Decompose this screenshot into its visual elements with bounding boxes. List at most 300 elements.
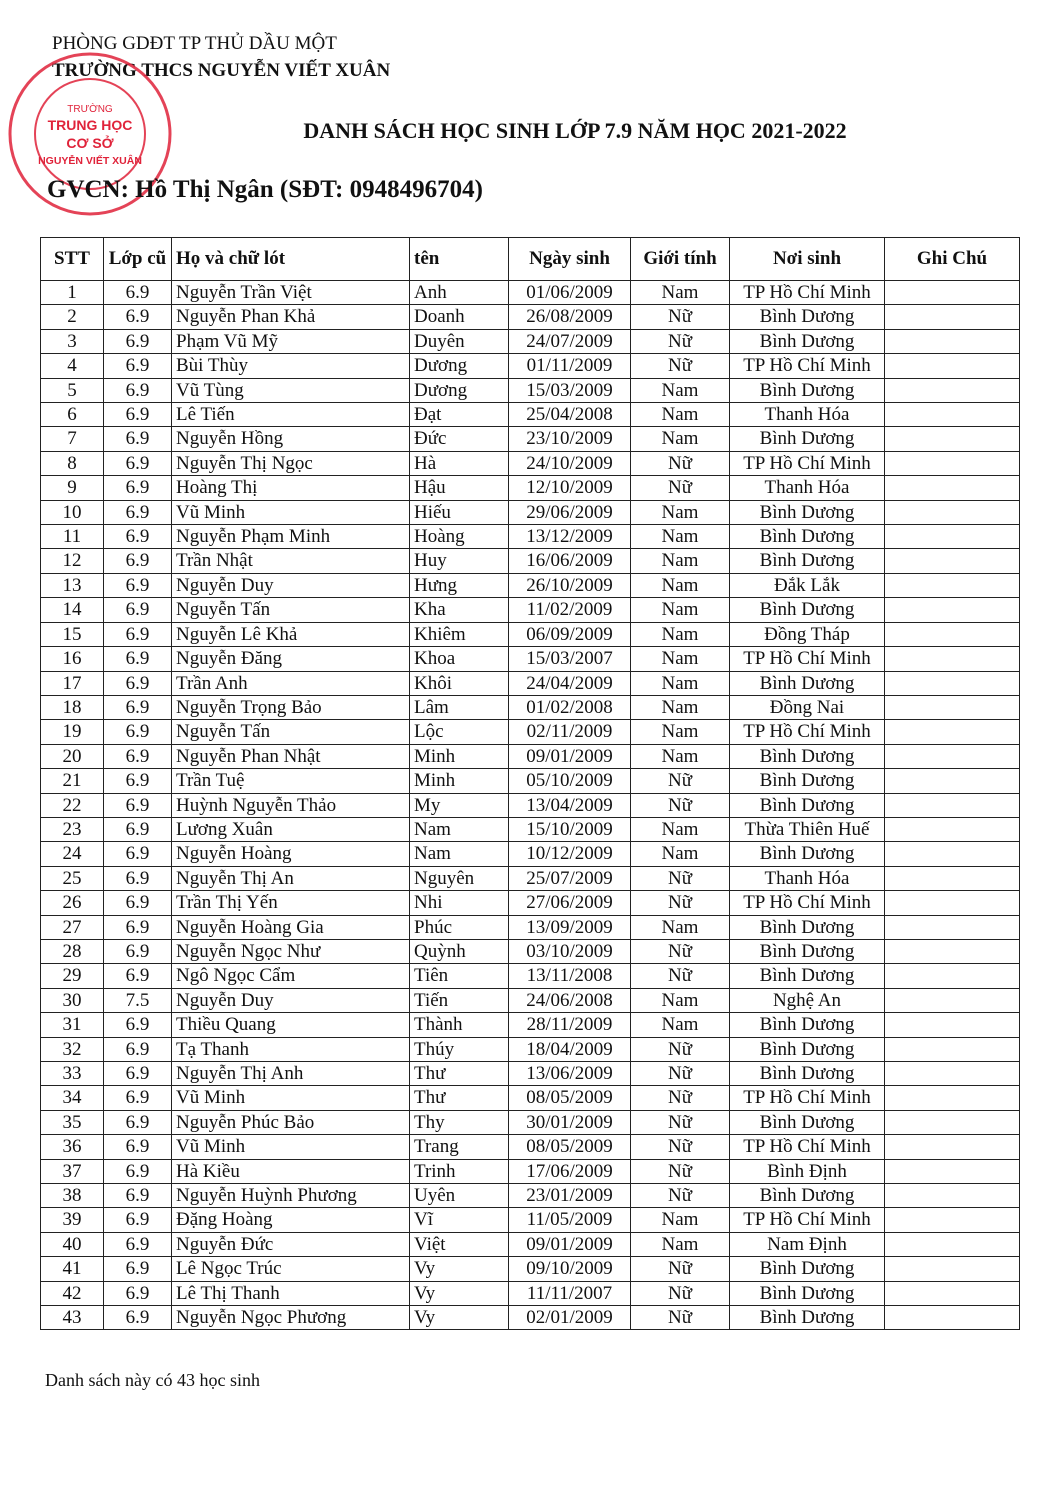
cell-given-name: Hà [410, 451, 509, 475]
cell-gender: Nữ [631, 1184, 730, 1208]
cell-stt: 37 [41, 1159, 104, 1183]
table-row [41, 1232, 1020, 1256]
cell-birthplace: TP Hồ Chí Minh [730, 281, 885, 305]
cell-birthplace: TP Hồ Chí Minh [730, 1208, 885, 1232]
cell-stt: 41 [41, 1257, 104, 1281]
cell-old-class: 6.9 [104, 671, 172, 695]
cell-notes [885, 598, 1020, 622]
header-surname: Họ và chữ lót [172, 238, 410, 281]
cell-surname: Hà Kiều [172, 1159, 410, 1183]
table-row [41, 329, 1020, 353]
cell-notes [885, 939, 1020, 963]
cell-surname: Nguyễn Phan Khả [172, 305, 410, 329]
cell-birthplace: TP Hồ Chí Minh [730, 647, 885, 671]
cell-notes [885, 1184, 1020, 1208]
cell-stt: 26 [41, 891, 104, 915]
cell-stt: 36 [41, 1135, 104, 1159]
cell-surname: Nguyễn Hồng [172, 427, 410, 451]
cell-gender: Nam [631, 817, 730, 841]
cell-birthdate: 09/01/2009 [509, 744, 631, 768]
header-gender: Giới tính [631, 238, 730, 281]
cell-notes [885, 427, 1020, 451]
cell-old-class: 6.9 [104, 1184, 172, 1208]
cell-notes [885, 695, 1020, 719]
cell-birthdate: 01/02/2008 [509, 695, 631, 719]
cell-stt: 39 [41, 1208, 104, 1232]
table-row [41, 1257, 1020, 1281]
cell-birthdate: 13/09/2009 [509, 915, 631, 939]
cell-birthplace: TP Hồ Chí Minh [730, 720, 885, 744]
cell-birthdate: 12/10/2009 [509, 476, 631, 500]
cell-old-class: 6.9 [104, 842, 172, 866]
cell-surname: Nguyễn Duy [172, 573, 410, 597]
cell-old-class: 6.9 [104, 305, 172, 329]
cell-surname: Nguyễn Hoàng [172, 842, 410, 866]
cell-given-name: Vĩ [410, 1208, 509, 1232]
cell-notes [885, 476, 1020, 500]
table-row [41, 793, 1020, 817]
cell-given-name: Lâm [410, 695, 509, 719]
table-row [41, 427, 1020, 451]
cell-birthdate: 27/06/2009 [509, 891, 631, 915]
cell-notes [885, 1135, 1020, 1159]
cell-given-name: Huy [410, 549, 509, 573]
cell-notes [885, 1110, 1020, 1134]
cell-given-name: Hiếu [410, 500, 509, 524]
cell-gender: Nữ [631, 476, 730, 500]
cell-gender: Nữ [631, 451, 730, 475]
table-row [41, 769, 1020, 793]
cell-notes [885, 1013, 1020, 1037]
cell-given-name: Uyên [410, 1184, 509, 1208]
cell-birthplace: Bình Dương [730, 1110, 885, 1134]
cell-birthdate: 23/10/2009 [509, 427, 631, 451]
cell-gender: Nữ [631, 305, 730, 329]
cell-notes [885, 988, 1020, 1012]
cell-old-class: 6.9 [104, 500, 172, 524]
cell-stt: 22 [41, 793, 104, 817]
cell-notes [885, 1208, 1020, 1232]
cell-given-name: Hoàng [410, 525, 509, 549]
cell-stt: 20 [41, 744, 104, 768]
table-row [41, 598, 1020, 622]
cell-birthplace: Thanh Hóa [730, 403, 885, 427]
cell-old-class: 6.9 [104, 1086, 172, 1110]
cell-birthplace: Nam Định [730, 1232, 885, 1256]
cell-old-class: 6.9 [104, 720, 172, 744]
cell-old-class: 6.9 [104, 1257, 172, 1281]
cell-surname: Bùi Thùy [172, 354, 410, 378]
cell-stt: 5 [41, 378, 104, 402]
cell-birthplace: Bình Dương [730, 525, 885, 549]
cell-birthplace: Bình Dương [730, 915, 885, 939]
cell-birthdate: 13/12/2009 [509, 525, 631, 549]
cell-given-name: Nam [410, 842, 509, 866]
cell-birthplace: Bình Dương [730, 1013, 885, 1037]
table-header-row [41, 238, 1020, 281]
cell-birthdate: 11/05/2009 [509, 1208, 631, 1232]
table-row [41, 281, 1020, 305]
cell-surname: Trần Nhật [172, 549, 410, 573]
cell-old-class: 6.9 [104, 281, 172, 305]
table-row [41, 866, 1020, 890]
header-birthplace: Nơi sinh [730, 238, 885, 281]
cell-stt: 21 [41, 769, 104, 793]
cell-surname: Nguyễn Trần Việt [172, 281, 410, 305]
cell-old-class: 6.9 [104, 427, 172, 451]
cell-birthplace: Bình Dương [730, 427, 885, 451]
cell-given-name: Vy [410, 1306, 509, 1330]
cell-birthplace: Bình Dương [730, 305, 885, 329]
cell-old-class: 6.9 [104, 1208, 172, 1232]
cell-stt: 6 [41, 403, 104, 427]
cell-given-name: Minh [410, 744, 509, 768]
cell-birthdate: 24/07/2009 [509, 329, 631, 353]
cell-surname: Trần Anh [172, 671, 410, 695]
cell-stt: 43 [41, 1306, 104, 1330]
cell-surname: Vũ Minh [172, 1086, 410, 1110]
cell-birthplace: Bình Dương [730, 671, 885, 695]
cell-given-name: Đức [410, 427, 509, 451]
cell-gender: Nam [631, 598, 730, 622]
cell-birthplace: TP Hồ Chí Minh [730, 1086, 885, 1110]
seal-line-2: TRUNG HỌC [47, 117, 133, 133]
table-row [41, 525, 1020, 549]
cell-birthplace: Bình Dương [730, 1062, 885, 1086]
cell-given-name: Doanh [410, 305, 509, 329]
cell-surname: Nguyễn Tấn [172, 598, 410, 622]
cell-old-class: 6.9 [104, 915, 172, 939]
document-title: DANH SÁCH HỌC SINH LỚP 7.9 NĂM HỌC 2021-2022 [303, 118, 847, 143]
cell-birthplace: Bình Dương [730, 769, 885, 793]
cell-old-class: 6.9 [104, 1135, 172, 1159]
cell-birthplace: Bình Dương [730, 1306, 885, 1330]
cell-birthdate: 02/11/2009 [509, 720, 631, 744]
cell-birthdate: 03/10/2009 [509, 939, 631, 963]
cell-stt: 19 [41, 720, 104, 744]
department-name: PHÒNG GDĐT TP THỦ DẦU MỘT [52, 33, 337, 54]
cell-stt: 25 [41, 866, 104, 890]
cell-notes [885, 622, 1020, 646]
cell-birthplace: Bình Dương [730, 1184, 885, 1208]
cell-gender: Nam [631, 427, 730, 451]
table-row [41, 988, 1020, 1012]
cell-birthdate: 24/04/2009 [509, 671, 631, 695]
cell-birthdate: 09/01/2009 [509, 1232, 631, 1256]
cell-old-class: 6.9 [104, 1232, 172, 1256]
cell-stt: 28 [41, 939, 104, 963]
cell-birthplace: Thanh Hóa [730, 866, 885, 890]
cell-birthdate: 29/06/2009 [509, 500, 631, 524]
cell-surname: Lương Xuân [172, 817, 410, 841]
cell-birthdate: 13/11/2008 [509, 964, 631, 988]
cell-gender: Nữ [631, 793, 730, 817]
cell-old-class: 6.9 [104, 964, 172, 988]
cell-gender: Nam [631, 647, 730, 671]
cell-birthplace: Bình Dương [730, 744, 885, 768]
cell-old-class: 6.9 [104, 817, 172, 841]
cell-surname: Lê Tiến [172, 403, 410, 427]
cell-old-class: 6.9 [104, 647, 172, 671]
cell-birthdate: 15/03/2009 [509, 378, 631, 402]
cell-stt: 10 [41, 500, 104, 524]
cell-surname: Nguyễn Huỳnh Phương [172, 1184, 410, 1208]
cell-old-class: 6.9 [104, 354, 172, 378]
cell-notes [885, 1232, 1020, 1256]
cell-notes [885, 549, 1020, 573]
cell-notes [885, 720, 1020, 744]
cell-surname: Ngô Ngọc Cẩm [172, 964, 410, 988]
cell-birthdate: 17/06/2009 [509, 1159, 631, 1183]
cell-stt: 35 [41, 1110, 104, 1134]
cell-old-class: 6.9 [104, 744, 172, 768]
cell-birthdate: 11/11/2007 [509, 1281, 631, 1305]
cell-gender: Nam [631, 988, 730, 1012]
cell-given-name: Anh [410, 281, 509, 305]
cell-birthplace: TP Hồ Chí Minh [730, 354, 885, 378]
cell-birthplace: Đồng Nai [730, 695, 885, 719]
cell-stt: 16 [41, 647, 104, 671]
cell-old-class: 6.9 [104, 1110, 172, 1134]
cell-stt: 32 [41, 1037, 104, 1061]
header-birthdate: Ngày sinh [509, 238, 631, 281]
cell-surname: Tạ Thanh [172, 1037, 410, 1061]
cell-old-class: 6.9 [104, 622, 172, 646]
cell-given-name: Quỳnh [410, 939, 509, 963]
cell-notes [885, 451, 1020, 475]
table-row [41, 1062, 1020, 1086]
cell-notes [885, 305, 1020, 329]
cell-given-name: Minh [410, 769, 509, 793]
cell-surname: Nguyễn Đức [172, 1232, 410, 1256]
table-row [41, 573, 1020, 597]
cell-old-class: 6.9 [104, 1281, 172, 1305]
cell-old-class: 6.9 [104, 1306, 172, 1330]
cell-notes [885, 500, 1020, 524]
student-table [40, 237, 1020, 1330]
cell-given-name: Phúc [410, 915, 509, 939]
cell-given-name: Dương [410, 354, 509, 378]
cell-surname: Nguyễn Ngọc Phương [172, 1306, 410, 1330]
cell-surname: Nguyễn Đăng [172, 647, 410, 671]
table-row [41, 403, 1020, 427]
cell-surname: Nguyễn Hoàng Gia [172, 915, 410, 939]
cell-given-name: Vy [410, 1257, 509, 1281]
cell-gender: Nam [631, 525, 730, 549]
cell-notes [885, 744, 1020, 768]
cell-notes [885, 915, 1020, 939]
seal-line-4: NGUYỄN VIẾT XUÂN [38, 155, 142, 167]
table-row [41, 939, 1020, 963]
cell-surname: Nguyễn Phúc Bảo [172, 1110, 410, 1134]
cell-birthdate: 28/11/2009 [509, 1013, 631, 1037]
table-row [41, 915, 1020, 939]
cell-stt: 34 [41, 1086, 104, 1110]
cell-notes [885, 1159, 1020, 1183]
cell-notes [885, 964, 1020, 988]
seal-line-3: CƠ SỞ [66, 135, 114, 151]
cell-given-name: Thư [410, 1062, 509, 1086]
table-row [41, 744, 1020, 768]
cell-given-name: Thành [410, 1013, 509, 1037]
table-row [41, 1281, 1020, 1305]
cell-gender: Nam [631, 1208, 730, 1232]
cell-stt: 7 [41, 427, 104, 451]
cell-surname: Nguyễn Ngọc Như [172, 939, 410, 963]
cell-notes [885, 866, 1020, 890]
cell-birthplace: Thừa Thiên Huế [730, 817, 885, 841]
cell-old-class: 6.9 [104, 451, 172, 475]
header-old-class: Lớp cũ [104, 238, 172, 281]
cell-birthdate: 25/07/2009 [509, 866, 631, 890]
cell-surname: Trần Tuệ [172, 769, 410, 793]
cell-old-class: 6.9 [104, 1062, 172, 1086]
cell-stt: 14 [41, 598, 104, 622]
cell-stt: 27 [41, 915, 104, 939]
cell-gender: Nam [631, 744, 730, 768]
cell-notes [885, 793, 1020, 817]
cell-old-class: 7.5 [104, 988, 172, 1012]
cell-given-name: My [410, 793, 509, 817]
cell-given-name: Hậu [410, 476, 509, 500]
table-row [41, 817, 1020, 841]
cell-gender: Nữ [631, 1037, 730, 1061]
cell-birthdate: 08/05/2009 [509, 1086, 631, 1110]
cell-old-class: 6.9 [104, 549, 172, 573]
cell-birthdate: 26/08/2009 [509, 305, 631, 329]
cell-birthdate: 15/03/2007 [509, 647, 631, 671]
cell-birthdate: 06/09/2009 [509, 622, 631, 646]
cell-surname: Trần Thị Yến [172, 891, 410, 915]
cell-given-name: Lộc [410, 720, 509, 744]
cell-surname: Thiều Quang [172, 1013, 410, 1037]
cell-notes [885, 525, 1020, 549]
cell-stt: 30 [41, 988, 104, 1012]
cell-gender: Nam [631, 671, 730, 695]
cell-gender: Nam [631, 1013, 730, 1037]
cell-birthplace: TP Hồ Chí Minh [730, 891, 885, 915]
cell-stt: 40 [41, 1232, 104, 1256]
cell-old-class: 6.9 [104, 866, 172, 890]
cell-stt: 15 [41, 622, 104, 646]
cell-old-class: 6.9 [104, 598, 172, 622]
cell-birthplace: Bình Dương [730, 842, 885, 866]
cell-surname: Nguyễn Phạm Minh [172, 525, 410, 549]
cell-gender: Nữ [631, 1062, 730, 1086]
cell-given-name: Tiến [410, 988, 509, 1012]
cell-gender: Nữ [631, 1110, 730, 1134]
cell-surname: Nguyễn Phan Nhật [172, 744, 410, 768]
table-row [41, 500, 1020, 524]
cell-notes [885, 891, 1020, 915]
cell-birthdate: 01/11/2009 [509, 354, 631, 378]
cell-stt: 38 [41, 1184, 104, 1208]
cell-birthdate: 26/10/2009 [509, 573, 631, 597]
cell-birthplace: Bình Dương [730, 378, 885, 402]
cell-surname: Nguyễn Duy [172, 988, 410, 1012]
cell-surname: Nguyễn Lê Khả [172, 622, 410, 646]
cell-given-name: Khôi [410, 671, 509, 695]
seal-line-1: TRƯỜNG [67, 104, 113, 115]
cell-gender: Nam [631, 378, 730, 402]
cell-surname: Vũ Minh [172, 500, 410, 524]
footer-note: Danh sách này có 43 học sinh [45, 1370, 260, 1390]
cell-stt: 17 [41, 671, 104, 695]
cell-old-class: 6.9 [104, 476, 172, 500]
cell-gender: Nam [631, 281, 730, 305]
cell-birthdate: 23/01/2009 [509, 1184, 631, 1208]
table-row [41, 1306, 1020, 1330]
cell-given-name: Dương [410, 378, 509, 402]
cell-birthdate: 09/10/2009 [509, 1257, 631, 1281]
cell-stt: 12 [41, 549, 104, 573]
table-row [41, 451, 1020, 475]
cell-notes [885, 281, 1020, 305]
table-row [41, 964, 1020, 988]
cell-stt: 29 [41, 964, 104, 988]
cell-birthplace: Đồng Tháp [730, 622, 885, 646]
cell-gender: Nữ [631, 1159, 730, 1183]
cell-birthdate: 16/06/2009 [509, 549, 631, 573]
cell-birthplace: Đắk Lắk [730, 573, 885, 597]
cell-stt: 24 [41, 842, 104, 866]
cell-notes [885, 1086, 1020, 1110]
cell-notes [885, 1037, 1020, 1061]
cell-surname: Huỳnh Nguyễn Thảo [172, 793, 410, 817]
cell-gender: Nam [631, 1232, 730, 1256]
cell-notes [885, 817, 1020, 841]
cell-birthdate: 13/04/2009 [509, 793, 631, 817]
cell-given-name: Thy [410, 1110, 509, 1134]
cell-given-name: Duyên [410, 329, 509, 353]
cell-old-class: 6.9 [104, 1013, 172, 1037]
cell-old-class: 6.9 [104, 378, 172, 402]
cell-notes [885, 1257, 1020, 1281]
cell-birthplace: Bình Dương [730, 598, 885, 622]
cell-gender: Nữ [631, 1281, 730, 1305]
cell-birthplace: TP Hồ Chí Minh [730, 1135, 885, 1159]
cell-notes [885, 769, 1020, 793]
cell-birthplace: Bình Dương [730, 549, 885, 573]
cell-notes [885, 329, 1020, 353]
cell-stt: 23 [41, 817, 104, 841]
cell-notes [885, 647, 1020, 671]
cell-gender: Nữ [631, 891, 730, 915]
cell-stt: 2 [41, 305, 104, 329]
cell-given-name: Nhi [410, 891, 509, 915]
cell-gender: Nữ [631, 1135, 730, 1159]
cell-notes [885, 573, 1020, 597]
cell-surname: Vũ Tùng [172, 378, 410, 402]
cell-birthplace: Bình Dương [730, 1257, 885, 1281]
cell-gender: Nam [631, 500, 730, 524]
cell-birthplace: Bình Dương [730, 964, 885, 988]
cell-given-name: Nam [410, 817, 509, 841]
cell-stt: 42 [41, 1281, 104, 1305]
cell-stt: 33 [41, 1062, 104, 1086]
cell-given-name: Vy [410, 1281, 509, 1305]
cell-gender: Nam [631, 622, 730, 646]
table-row [41, 1037, 1020, 1061]
cell-surname: Nguyễn Trọng Bảo [172, 695, 410, 719]
table-row [41, 891, 1020, 915]
cell-birthdate: 24/06/2008 [509, 988, 631, 1012]
cell-birthdate: 13/06/2009 [509, 1062, 631, 1086]
cell-given-name: Đạt [410, 403, 509, 427]
cell-given-name: Khiêm [410, 622, 509, 646]
header-given-name: tên [410, 238, 509, 281]
school-name: TRƯỜNG THCS NGUYỄN VIẾT XUÂN [52, 60, 391, 81]
